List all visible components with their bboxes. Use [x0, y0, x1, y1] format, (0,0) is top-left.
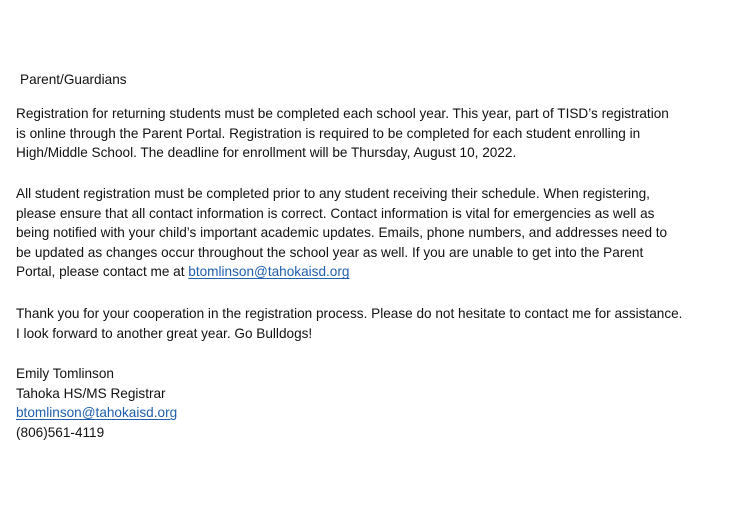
signature-email-link[interactable]: btomlinson@tahokaisd.org — [16, 405, 178, 421]
paragraph-thanks — [16, 304, 746, 343]
signature-email-line — [16, 403, 746, 423]
paragraph-line-prefix: Portal, please contact me at — [16, 264, 189, 280]
paragraph-line: Thank you for your cooperation in the registration process. Please do not hesitate to contact me for assistance. — [16, 306, 683, 321]
paragraph-line: High/Middle School. The deadline for enrollment will be Thursday, August 10, 2022. — [16, 145, 517, 161]
paragraph-line: I look forward to another great year. Go Bulldogs! — [16, 325, 313, 341]
signature-phone: (806)561-4119 — [16, 424, 105, 440]
signature-title: Tahoka HS/MS Registrar — [16, 385, 166, 401]
paragraph-line: All student registration must be completed prior to any student receiving their schedule. When registering, — [16, 186, 650, 201]
paragraph-line: please ensure that all contact information is correct. Contact information is vital for emergencies as well as — [16, 205, 655, 221]
paragraph-contact-info — [16, 184, 746, 282]
paragraph-line: being notified with your child’s important academic updates. Emails, phone numbers, and addresses need to — [16, 225, 668, 241]
paragraph-line: Registration for returning students must be completed each school year. This year, part of TISD’s registration — [16, 106, 669, 121]
paragraph-registration-info — [16, 104, 746, 163]
signature-name: Emily Tomlinson — [16, 366, 114, 381]
paragraph-line-with-email — [16, 262, 746, 282]
greeting: Parent/Guardians — [20, 72, 127, 87]
paragraph-line: is online through the Parent Portal. Registration is required to be completed for each student enrolling in — [16, 125, 641, 141]
contact-email-link[interactable]: btomlinson@tahokaisd.org — [188, 264, 350, 280]
signature-block — [16, 364, 746, 442]
paragraph-line: be updated as changes occur throughout the school year as well. If you are unable to get into the Parent — [16, 244, 644, 260]
